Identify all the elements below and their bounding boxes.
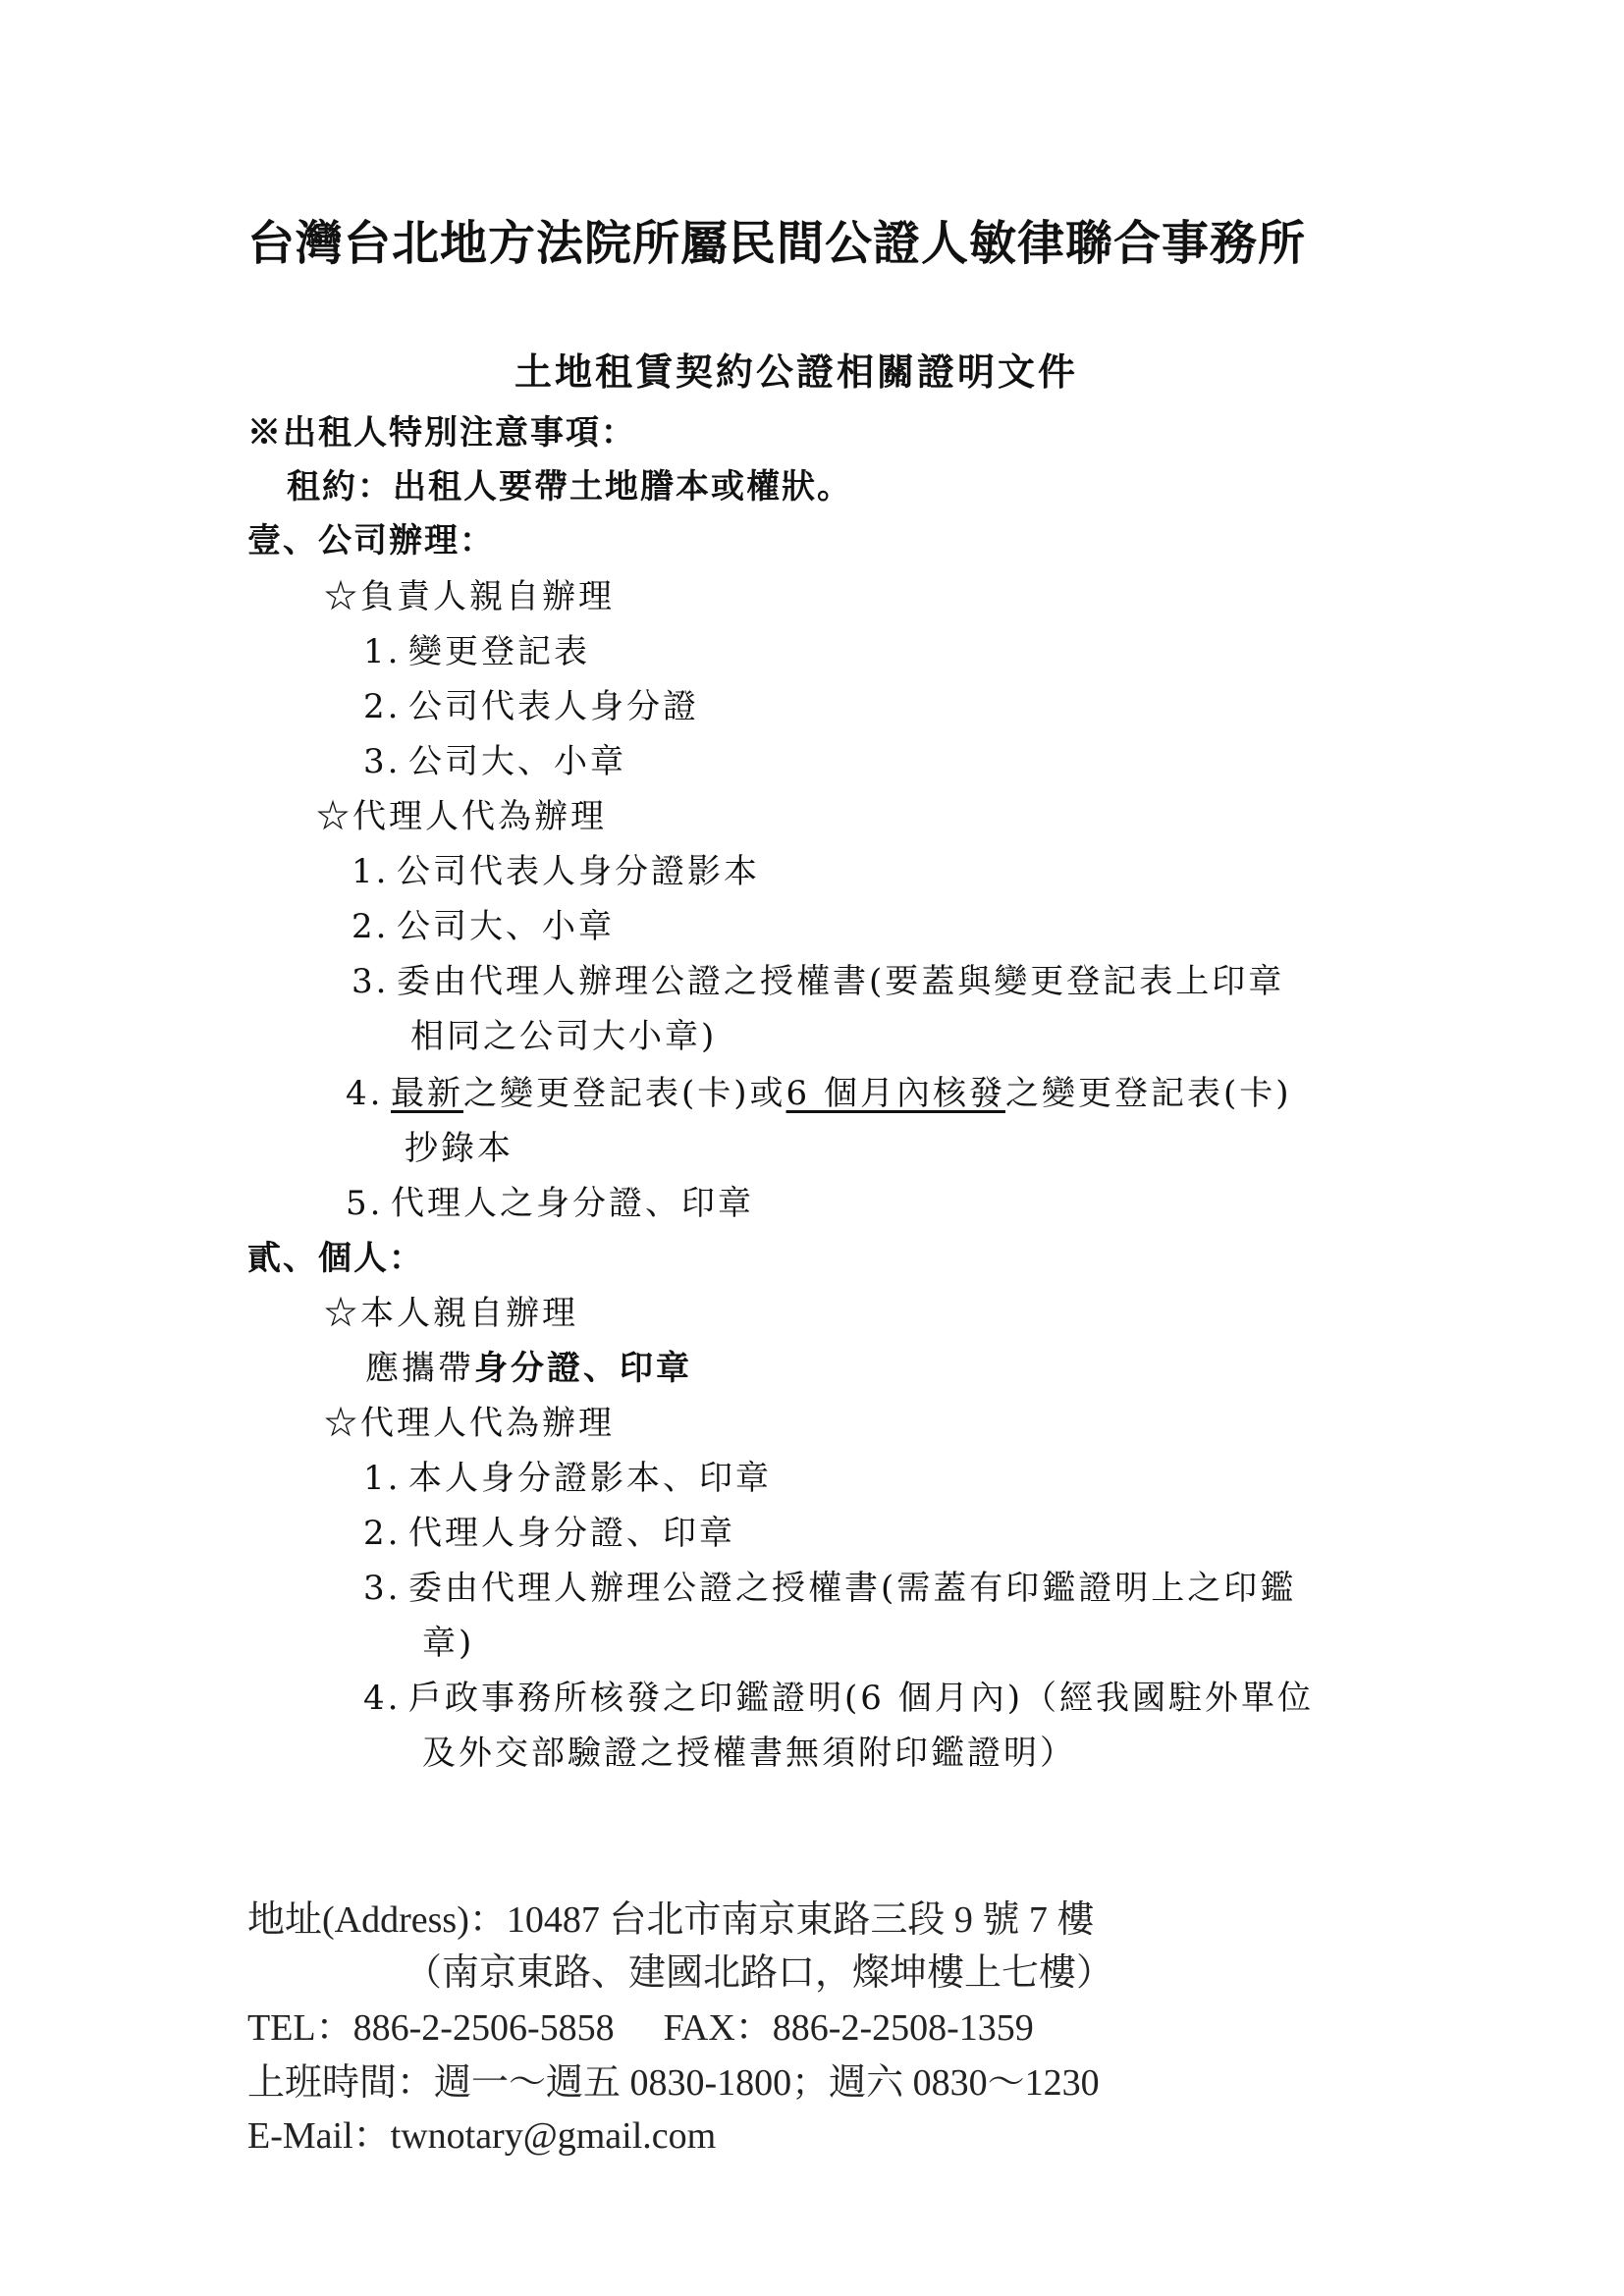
item-text: 代理人之身分證、印章	[391, 1184, 754, 1223]
item-number: 1.	[363, 632, 402, 671]
company-agent-heading: ☆代理人代為辦理	[316, 797, 607, 836]
item-number: 1.	[363, 1459, 402, 1498]
personal-agent-item-2	[363, 1516, 735, 1552]
company-self-heading: ☆負責人親自辦理	[324, 577, 615, 616]
item-text: 委由代理人辦理公證之授權書(需蓋有印鑑證明上之印鑑	[408, 1569, 1297, 1608]
item-text: 本人身分證影本、印章	[408, 1459, 772, 1498]
item-number: 2.	[352, 907, 390, 946]
item-number: 1.	[352, 852, 390, 891]
company-self-item-1	[363, 634, 590, 670]
company-agent-item-5	[346, 1186, 754, 1222]
personal-agent-item-3	[363, 1571, 1296, 1607]
item-text: 公司大、小章	[408, 742, 626, 781]
item-text: 公司大、小章	[397, 907, 615, 946]
personal-agent-item-1	[363, 1461, 772, 1497]
company-agent-item-4-continued: 抄錄本	[405, 1129, 514, 1168]
section-company-heading: 壹、公司辦理：	[247, 521, 495, 561]
personal-agent-item-4	[363, 1681, 1314, 1717]
footer-fax: FAX：886-2-2508-1359	[663, 2007, 1034, 2049]
item-number: 3.	[363, 742, 402, 781]
item-number: 3.	[352, 962, 390, 1001]
personal-agent-item-4-continued: 及外交部驗證之授權書無須附印鑑證明）	[422, 1734, 1076, 1773]
item-text: 公司代表人身分證	[408, 687, 699, 726]
office-title: 台灣台北地方法院所屬民間公證人敏律聯合事務所	[247, 216, 1307, 271]
company-self-item-3	[363, 744, 626, 780]
item-text: 公司代表人身分證影本	[397, 852, 760, 891]
requirement-prefix: 應攜帶	[365, 1349, 474, 1388]
company-self-item-2	[363, 689, 699, 725]
section-personal-heading: 貳、個人：	[247, 1239, 424, 1278]
footer-phone-fax	[247, 1997, 1034, 2051]
item-number: 2.	[363, 687, 402, 726]
item-number: 4.	[346, 1074, 384, 1113]
personal-self-requirement	[365, 1351, 692, 1387]
item-text: 代理人身分證、印章	[408, 1514, 735, 1553]
company-agent-item-3	[352, 964, 1284, 1000]
notice-text: 租約：出租人要帶土地謄本或權狀。	[287, 467, 852, 507]
company-agent-item-2	[352, 909, 615, 945]
footer-tel: TEL：886-2-2506-5858	[247, 2007, 615, 2049]
footer-address-note: （南京東路、建國北路口，燦坤樓上七樓）	[405, 1952, 1114, 1994]
footer-office-hours: 上班時間：週一～週五 0830-1800；週六 0830～1230	[247, 2062, 1100, 2104]
requirement-bold: 身分證、印章	[474, 1349, 692, 1388]
underlined-six-months: 6 個月內核發	[785, 1074, 1005, 1113]
notice-heading: ※出租人特別注意事項：	[247, 413, 636, 453]
personal-agent-heading: ☆代理人代為辦理	[324, 1404, 615, 1443]
item-text: 戶政事務所核發之印鑑證明(6 個月內)（經我國駐外單位	[408, 1679, 1314, 1718]
item-number: 5.	[346, 1184, 384, 1223]
item-text: 委由代理人辦理公證之授權書(要蓋與變更登記表上印章	[397, 962, 1285, 1001]
document-subtitle: 土地租賃契約公證相關證明文件	[514, 349, 1079, 394]
company-agent-item-3-continued: 相同之公司大小章)	[410, 1017, 718, 1056]
footer-address: 地址(Address)：10487 台北市南京東路三段 9 號 7 樓	[247, 1899, 1095, 1941]
item-number: 3.	[363, 1569, 402, 1608]
company-agent-item-1	[352, 854, 760, 890]
item-text: 變更登記表	[408, 632, 590, 671]
item-text: 之變更登記表(卡)或	[463, 1074, 786, 1113]
personal-agent-item-3-continued: 章)	[422, 1624, 475, 1663]
item-number: 4.	[363, 1679, 402, 1718]
item-text: 之變更登記表(卡)	[1004, 1074, 1292, 1113]
underlined-latest: 最新	[391, 1074, 463, 1113]
footer-email: E-Mail：twnotary@gmail.com	[247, 2115, 717, 2157]
item-number: 2.	[363, 1514, 402, 1553]
company-agent-item-4	[346, 1076, 1292, 1112]
personal-self-heading: ☆本人親自辦理	[324, 1294, 578, 1333]
